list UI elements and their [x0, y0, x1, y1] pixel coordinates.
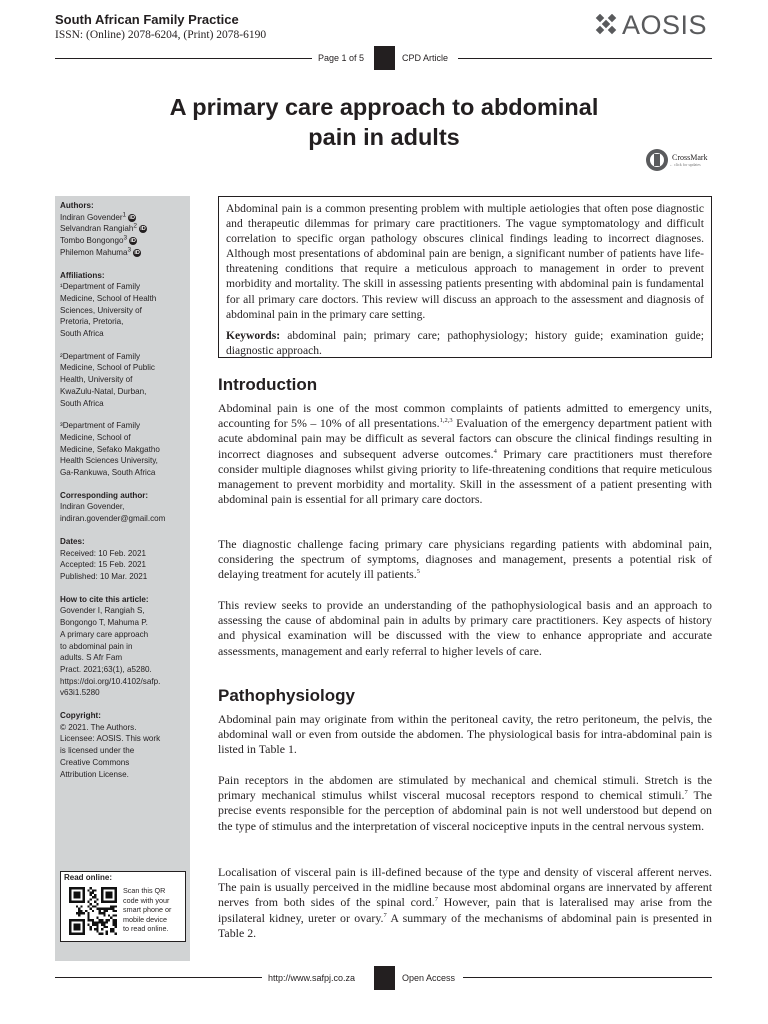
citation-ref: 7: [684, 789, 688, 797]
citation-line: v63i1.5280: [60, 688, 100, 698]
citation-line: Govender I, Rangiah S,: [60, 606, 145, 616]
dates-list: [60, 548, 185, 583]
author-affiliation-ref: 3: [127, 246, 132, 254]
citation-line: Pract. 2021;63(1), a5280.: [60, 664, 152, 674]
author-affiliation-ref: 1: [122, 211, 127, 219]
corresponding-line: Indiran Govender,: [60, 502, 125, 512]
author-item: [60, 212, 185, 224]
footer-rule-right: [463, 977, 712, 978]
citation-ref: 7: [434, 896, 438, 904]
patho-p3-c: A summary of the mechanisms of abdominal pain is presented in Table 2.: [218, 910, 712, 940]
date-line: Published: 10 Mar. 2021: [60, 571, 148, 581]
introduction-para-2: [218, 537, 712, 583]
affiliation-line: ³Department of Family: [60, 421, 141, 431]
affiliation-line: Health Sciences University,: [60, 456, 158, 466]
affiliation-line: Medicine, Sefako Makgatho: [60, 444, 160, 454]
footer-divider-block: [374, 966, 395, 990]
affiliations-heading: Affiliations:: [60, 270, 105, 280]
patho-p3-b: However, pain that is lateralised may arise from the ipsilateral kidney, ureter or ovary.: [218, 895, 712, 925]
copyright-text: [60, 722, 185, 781]
author-name: Indiran Govender: [60, 212, 123, 222]
page-number: Page 1 of 5: [318, 53, 365, 63]
patho-p2-b: The precise events responsible for the perception of abdominal pain is not well understood but depend on the type of stimulus and the interpretation of visceral nociceptive inputs in the central nervous system.: [218, 788, 712, 833]
footer-rule-left: [55, 977, 262, 978]
issn-line: ISSN: (Online) 2078-6204, (Print) 2078-6190: [55, 29, 267, 41]
copyright-line: Licensee: AOSIS. This work: [60, 734, 161, 744]
keywords-line: [226, 328, 704, 358]
copyright-line: © 2021. The Authors.: [60, 722, 137, 732]
header-rule-left: [55, 58, 312, 59]
author-name: Selvandran Rangiah: [60, 224, 134, 234]
article-info-sidebar: [55, 196, 190, 961]
citation-line: adults. S Afr Fam: [60, 653, 123, 663]
cite-heading: How to cite this article:: [60, 594, 149, 604]
keywords-label: Keywords:: [226, 328, 281, 342]
title-line-2: pain in adults: [308, 124, 460, 150]
copyright-heading: Copyright:: [60, 711, 101, 721]
copyright-line: Attribution License.: [60, 769, 129, 779]
abstract-text: Abdominal pain is a common presenting problem with multiple aetiologies that often pose diagnostic and therapeutic dilemmas for primary care practitioners. The vague symptomatology and difficult correlation to specific organ pathology obscures clinical findings leading to incorrect diagnoses. Although most presentations of abdominal pain are benign, a significant number of patients have life-threatening conditions that require a meticulous approach to management in order to prevent morbidity and mortality. The skill in assessing patients presenting with abdominal pain is fundamental for all primary care doctors. This review will discuss an approach to the assessment and diagnosis of abdominal pain in the primary care setting.: [226, 202, 704, 321]
affiliation-line: South Africa: [60, 398, 104, 408]
introduction-heading: Introduction: [218, 375, 318, 394]
read-online-line: to read online.: [123, 924, 169, 934]
author-name: Philemon Mahuma: [60, 247, 128, 257]
affiliation-line: ²Department of Family: [60, 351, 141, 361]
patho-p2-a: Pain receptors in the abdomen are stimulated by mechanical and chemical stimuli. Stretch is the primary mechanical stimulus whilst visceral mucosal receptors respond to chemical stimuli.: [218, 773, 712, 803]
citation-ref: 5: [416, 568, 421, 576]
journal-title: South African Family Practice: [55, 12, 239, 27]
read-online-line: Scan this QR: [123, 886, 166, 895]
affiliation-line: Health, University of: [60, 375, 133, 385]
author-item: [60, 247, 185, 259]
author-affiliation-ref: 2: [133, 222, 137, 230]
intro-p2: The diagnostic challenge facing primary care physicians regarding patients with abdominal pain, considering the spectrum of symptoms, diagnoses and management, presents a potential risk of delaying treatment for acutely ill patients.: [218, 537, 712, 582]
introduction-para-1: [218, 401, 712, 507]
citation-ref: 1,2,3: [439, 417, 453, 425]
intro-p1-c: Primary care practitioners must therefore consider multiple diagnoses whilst giving priority to life-threatening conditions that require meticulous management to prevent morbidity and mortality. Skill in the assessment of a patient presenting with abdominal pain is essential for all primary care doctors.: [218, 446, 712, 507]
orcid-icon[interactable]: iD: [134, 249, 140, 256]
dates-heading: Dates:: [60, 536, 85, 546]
citation-text: [60, 605, 185, 699]
citation-ref: 7: [383, 911, 387, 919]
crossmark-icon: [645, 148, 669, 172]
author-item: [60, 223, 185, 235]
affiliation-line: South Africa: [60, 329, 104, 339]
article-title: [100, 92, 668, 152]
affiliation-block: [60, 351, 185, 410]
affiliation-line: Pretoria, Pretoria,: [60, 317, 124, 327]
affiliation-line: KwaZulu-Natal, Durban,: [60, 386, 147, 396]
copyright-line: Creative Commons: [60, 757, 130, 767]
patho-p1: Abdominal pain may originate from within the peritoneal cavity, the retro peritoneum, the pelvis, the abdominal wall or even from outside the abdomen. The physiological basis for intra-abdominal pain is listed in Table 1.: [218, 712, 712, 757]
intro-p1-b: Evaluation of the emergency department patient with acute abdominal pain may be difficult as several factors can obscure the clinical findings resulting in incorrect diagnoses and subsequent adverse outcomes.: [218, 416, 713, 461]
date-line: Received: 10 Feb. 2021: [60, 548, 146, 558]
author-item: [60, 235, 185, 247]
crossmark-label: CrossMark: [672, 153, 708, 162]
citation-line: https://doi.org/10.4102/safp.: [60, 676, 161, 686]
read-online-line: mobile device: [123, 914, 167, 924]
authors-heading: Authors:: [60, 201, 94, 210]
crossmark-badge[interactable]: [645, 148, 708, 172]
header-divider-block: [374, 46, 395, 70]
orcid-icon[interactable]: iD: [129, 214, 135, 221]
title-line-1: A primary care approach to abdominal: [169, 94, 599, 120]
open-access-label: Open Access: [402, 973, 456, 983]
introduction-para-3: [218, 598, 712, 659]
affiliations-list: [60, 281, 185, 490]
intro-p3: This review seeks to provide an understanding of the pathophysiological basis and an approach to assessing the cause of abdominal pain in adults by primary care practitioners. Key aspects of history and physical examination will be discussed with the view to enhance appropriate and accurate assessments, management and early referral to higher levels of care.: [218, 598, 712, 658]
affiliation-block: [60, 420, 185, 479]
corresponding-author: [60, 501, 185, 524]
author-affiliation-ref: 3: [123, 234, 128, 242]
pathophysiology-para-2: [218, 773, 712, 834]
crossmark-sublabel: ← click for updates: [669, 162, 701, 167]
aosis-logo-icon: [594, 14, 618, 38]
citation-line: A primary care approach: [60, 629, 149, 639]
read-online-line: code with your: [123, 895, 170, 905]
date-line: Accepted: 15 Feb. 2021: [60, 560, 146, 570]
affiliation-block: [60, 281, 185, 340]
orcid-icon[interactable]: iD: [130, 237, 136, 244]
corresponding-line: indiran.govender@gmail.com: [60, 514, 166, 524]
affiliation-line: Medicine, School of Health: [60, 293, 157, 303]
affiliation-line: Ga-Rankuwa, South Africa: [60, 468, 156, 478]
qr-code-icon[interactable]: [69, 887, 117, 935]
read-online-line: smart phone or: [123, 905, 172, 915]
pathophysiology-para-1: [218, 712, 712, 758]
keywords-text: abdominal pain; primary care; pathophysiology; history guide; examination guide; diagnostic approach.: [226, 328, 704, 357]
copyright-line: is licensed under the: [60, 746, 135, 756]
read-online-box: [60, 871, 186, 942]
patho-p3-a: Localisation of visceral pain is ill-defined because of the type and density of visceral afferent nerves. The pain is usually perceived in the midline because most abdominal organs are innervated by afferent nerves from both sides of the spinal cord.: [218, 865, 712, 910]
affiliation-line: Medicine, School of: [60, 432, 131, 442]
affiliation-line: Medicine, School of Public: [60, 363, 155, 373]
abstract-box: [218, 196, 712, 358]
read-online-text: [123, 886, 185, 934]
affiliation-line: Sciences, University of: [60, 305, 142, 315]
authors-list: [60, 212, 185, 259]
publisher-logo: [594, 12, 707, 39]
pathophysiology-heading: Pathophysiology: [218, 686, 355, 705]
journal-url-link[interactable]: http://www.safpj.co.za: [268, 973, 356, 983]
read-online-heading: Read online:: [64, 873, 113, 882]
pathophysiology-para-3: [218, 865, 712, 941]
author-name: Tombo Bongongo: [60, 236, 124, 246]
article-type: CPD Article: [402, 53, 449, 63]
citation-line: to abdominal pain in: [60, 641, 133, 651]
intro-p1-a: Abdominal pain is one of the most common complaints of patients admitted to emergency units, accounting for 5% – 10% of all presentations.: [218, 401, 712, 431]
orcid-icon[interactable]: iD: [140, 226, 146, 233]
affiliation-line: ¹Department of Family: [60, 282, 141, 292]
citation-ref: 4: [493, 447, 497, 455]
logo-wordmark: AOSIS: [622, 10, 708, 40]
corresponding-heading: Corresponding author:: [60, 490, 149, 500]
citation-line: Bongongo T, Mahuma P.: [60, 618, 148, 628]
header-rule-right: [458, 58, 712, 59]
